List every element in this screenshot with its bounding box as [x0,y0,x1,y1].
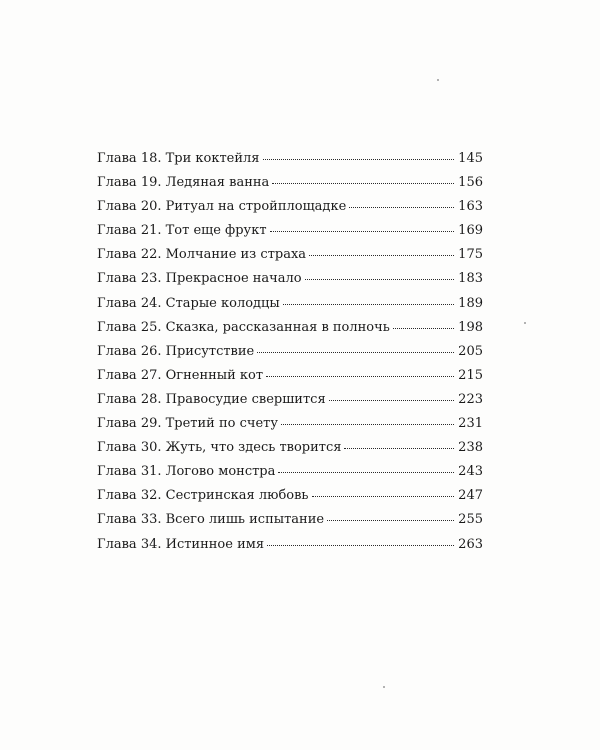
page-number: 169 [458,223,483,239]
dot-leader [283,304,454,305]
dot-leader [257,352,454,353]
page-speck [383,686,385,688]
chapter-title: Глава 23. Прекрасное начало [97,271,302,287]
page-number: 183 [458,271,483,287]
page-number: 255 [458,512,483,528]
toc-entry [97,464,483,488]
toc-entry [97,368,483,392]
dot-leader [329,400,455,401]
dot-leader [263,159,455,160]
page-number: 215 [458,367,483,383]
page-number: 156 [458,175,483,191]
chapter-title: Глава 19. Ледяная ванна [97,175,270,191]
toc-entry [97,537,483,561]
toc-entry [97,488,483,512]
dot-leader [349,207,454,208]
page-number: 243 [458,464,483,480]
toc-entry [97,296,483,320]
toc-entry [97,416,483,440]
dot-leader [270,231,455,232]
dot-leader [327,520,454,521]
page-speck [437,79,439,81]
dot-leader [309,255,454,256]
page-number: 238 [458,440,483,456]
toc-entry [97,392,483,416]
chapter-title: Глава 21. Тот еще фрукт [97,223,267,239]
toc-entry [97,512,483,536]
page-number: 223 [458,391,483,407]
dot-leader [393,328,454,329]
toc-entry [97,320,483,344]
page-number: 145 [458,151,483,166]
toc-entry [97,223,483,247]
chapter-title: Глава 26. Присутствие [97,343,255,359]
page-speck [524,322,526,324]
toc-entry [97,199,483,223]
toc-entry [97,151,483,175]
chapter-title: Глава 34. Истинное имя [97,536,265,552]
chapter-title: Глава 30. Жуть, что здесь творится [97,440,342,456]
page-number: 205 [458,343,483,359]
page-number: 189 [458,295,483,311]
page-number: 163 [458,199,483,215]
dot-leader [266,376,454,377]
dot-leader [312,496,455,497]
chapter-title: Глава 29. Третий по счету [97,416,278,432]
chapter-title: Глава 32. Сестринская любовь [97,488,309,504]
page-number: 247 [458,488,483,504]
chapter-title: Глава 33. Всего лишь испытание [97,512,325,528]
chapter-title: Глава 28. Правосудие свершится [97,391,326,407]
dot-leader [272,183,454,184]
toc-entry [97,344,483,368]
chapter-title: Глава 22. Молчание из страха [97,247,307,263]
chapter-title: Глава 24. Старые колодцы [97,295,280,311]
page-number: 263 [458,536,483,552]
chapter-title: Глава 25. Сказка, рассказанная в полночь [97,319,390,335]
toc-entry [97,247,483,271]
table-of-contents [97,151,483,561]
dot-leader [305,279,455,280]
dot-leader [344,448,454,449]
chapter-title: Глава 20. Ритуал на стройплощадке [97,199,347,215]
dot-leader [281,424,454,425]
chapter-title: Глава 27. Огненный кот [97,367,264,383]
page-number: 198 [458,319,483,335]
chapter-title: Глава 31. Логово монстра [97,464,276,480]
page-number: 175 [458,247,483,263]
toc-entry [97,440,483,464]
dot-leader [267,545,454,546]
toc-entry [97,175,483,199]
page-number: 231 [458,416,483,432]
dot-leader [278,472,454,473]
chapter-title: Глава 18. Три коктейля [97,151,260,166]
toc-entry [97,271,483,295]
